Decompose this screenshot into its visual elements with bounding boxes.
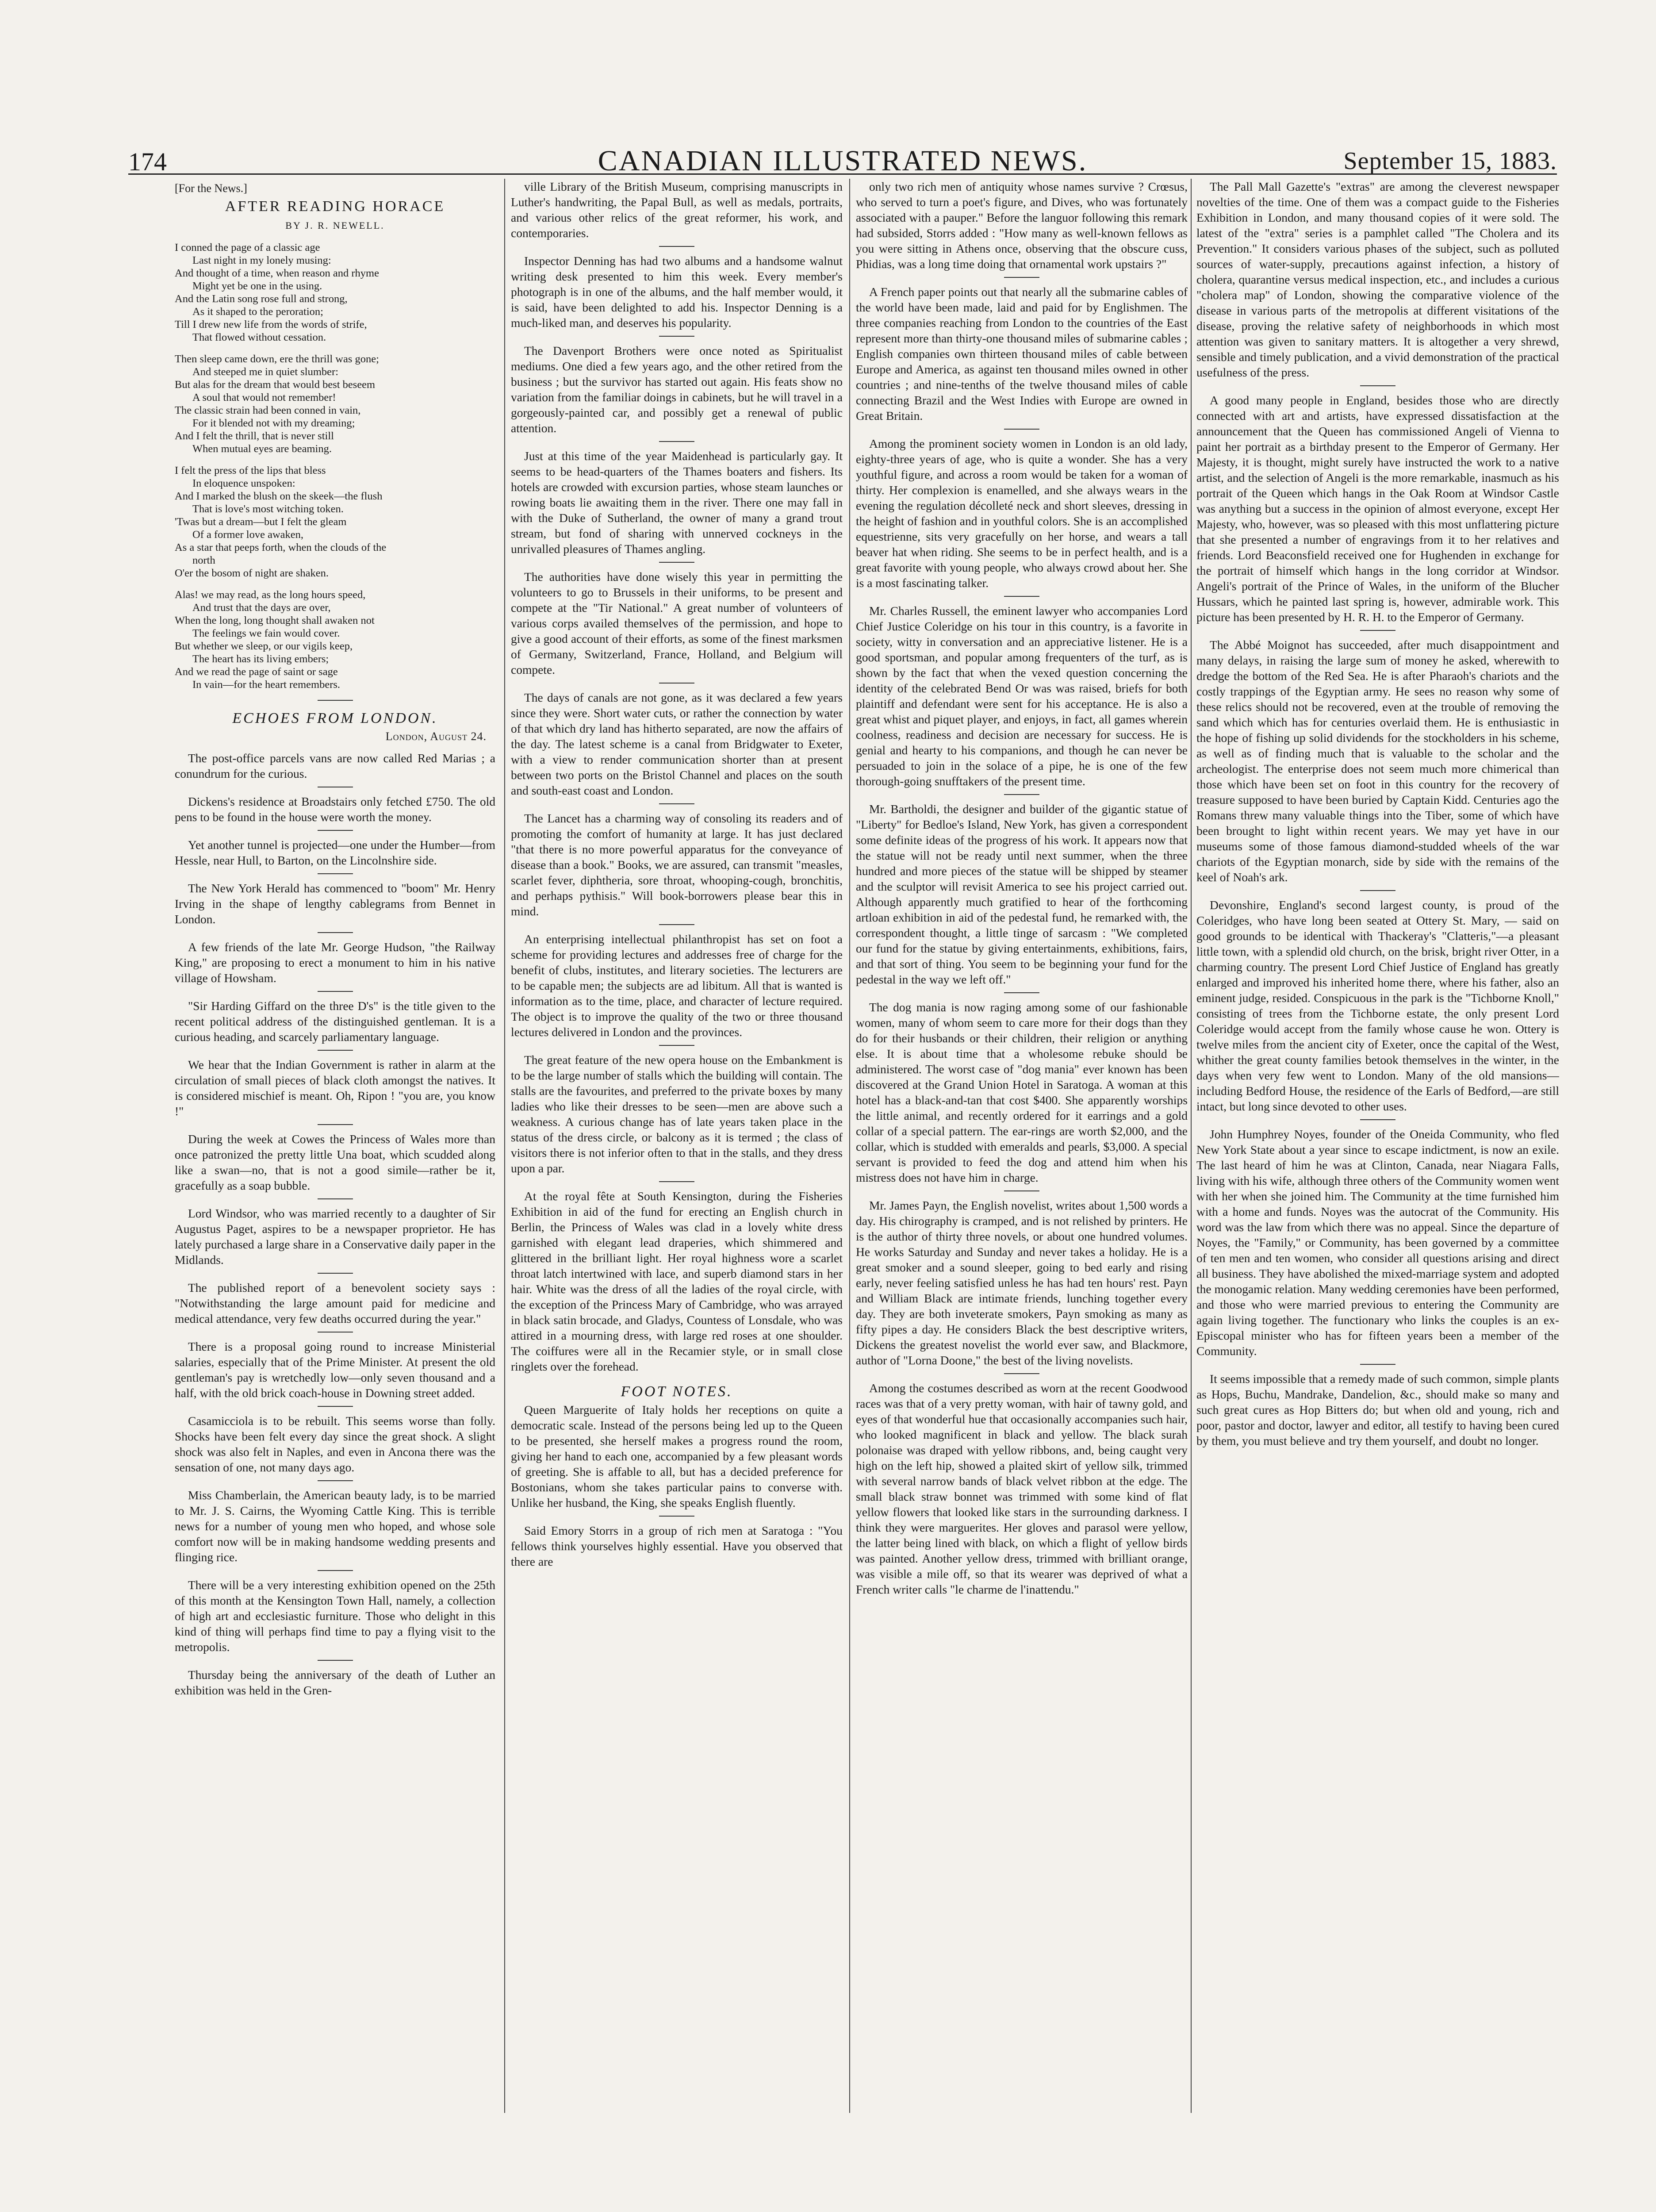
poem-stanza bbox=[175, 353, 495, 455]
paragraph-rule bbox=[318, 1050, 353, 1051]
article-paragraph: only two rich men of antiquity whose names survive ? Crœsus, who served to turn a poet's figure, and Dives, who was fortunately associated with a pauper." Before the languor following this remark had subsided, Storrs added : "How many as well-known fellows as you were sitting in Athens once, observing that the obscure cuss, Phidias, was a long time doing that ornamental work upstairs ?" bbox=[856, 180, 1188, 271]
article-paragraph: The post-office parcels vans are now called Red Marias ; a conundrum for the curious. bbox=[175, 751, 495, 780]
paragraph-rule bbox=[318, 873, 353, 874]
poem-title: AFTER READING HORACE bbox=[225, 198, 445, 215]
article-paragraph: Mr. Bartholdi, the designer and builder of the gigantic statue of "Liberty" for Bedloe's Island, New York, has given a correspondent some definite ideas of the progress of his work. It appears now that the statue will not be ready until next summer, when the three hundred and more pieces of the statue will be shipped by steamer and the sculptor will revisit America to see his project carried out. Although apparently much gratified to hear of the forthcoming artloan exhibition in aid of the pedestal fund, he remarked with, the correspondent thought, a little tinge of sarcasm : "We completed our fund for the statue by giving entertainments, exhibitions, fairs, and that sort of thing. You seem to be beginning your fund for the pedestal in the way we left off." bbox=[856, 802, 1188, 986]
section-rule bbox=[318, 700, 353, 701]
article-paragraph: During the week at Cowes the Princess of Wales more than once patronized the pretty little Una boat, which scudded along like a swan—no, that is not a good simile—rather be it, gracefully as a soap bubble. bbox=[175, 1132, 495, 1192]
column-2-paragraphs bbox=[511, 179, 843, 1374]
article-paragraph: The New York Herald has commenced to "boom" Mr. Henry Irving in the shape of lengthy cablegrams from Bennet in London. bbox=[175, 881, 495, 926]
paragraph-rule bbox=[1004, 429, 1039, 430]
poem-line: The classic strain had been conned in vain, bbox=[175, 404, 361, 416]
column-divider bbox=[504, 179, 505, 2113]
paragraph-rule bbox=[318, 1570, 353, 1571]
article-paragraph: The great feature of the new opera house on the Embankment is to be the large number of stalls which the building will contain. The stalls are the favourites, and preferred to the private boxes by many ladies who like their dresses to be seen—men are above such a weakness. A curious change has of late years taken place in the status of the dress circle, or balcony as it is termed ; the class of visitors there is not inferior often to that in the stalls, and they dress upon a par. bbox=[511, 1053, 843, 1175]
paragraph-rule bbox=[1360, 1119, 1395, 1120]
article-paragraph: Devonshire, England's second largest county, is proud of the Coleridges, who have long been seated at Ottery St. Mary, — said on good grounds to be identical with Thackeray's "Clatteris,"—a pleasant little town, with a splendid old church, on the brisk, bright river Otter, in a charming country. The present Lord Chief Justice of England has greatly enlarged and improved his inherited home there, where his father, also an eminent judge, resided. Conspicuous in the park is the "Tichborne Knoll," consisting of trees from the Tichborne estate, the only present Lord Coleridge would accept from the family whose cause he won. Ottery is twelve miles from the ancient city of Exeter, once the capital of the West, whither the great county families betook themselves in the winter, in the days when very few went to London. Many of the old mansions—including Bedford House, the residence of the Earls of Bedford,—are still intact, but long since devoted to other uses. bbox=[1196, 898, 1559, 1113]
article-paragraph: Queen Marguerite of Italy holds her receptions on quite a democratic scale. Instead of the persons being led up to the Queen to be presented, she herself makes a progress round the room, giving her hand to each one, accompanied by a few pleasant words of greeting. She is affable to all, but has a decided preference for Bostonians, whom she takes particular pains to converse with. Unlike her husband, the King, she speaks English fluently. bbox=[511, 1403, 843, 1509]
article-paragraph: Mr. James Payn, the English novelist, writes about 1,500 words a day. His chirography is cramped, and is not relished by printers. He is the author of thirty three novels, or about one hundred volumes. He works Saturday and Sunday and never takes a holiday. He is a great smoker and a sound sleeper, going to bed early and rising early, never feeling satisfied unless he has had ten hours' rest. Payn and William Black are intimate friends, lunching together every day. They are both inveterate smokers, Payn smoking as many as fifty pipes a day. He considers Black the best descriptive writers, Dickens the greatest novelist the world ever saw, and Blackmore, author of "Lorna Doone," the best of the living novelists. bbox=[856, 1198, 1188, 1367]
article-paragraph: Lord Windsor, who was married recently to a daughter of Sir Augustus Paget, aspires to be a newspaper proprietor. He has lately purchased a large share in a Conservative daily paper in the Midlands. bbox=[175, 1206, 495, 1267]
column-divider bbox=[849, 179, 850, 2113]
poem-line: I conned the page of a classic age bbox=[175, 242, 320, 253]
poem-stanza bbox=[175, 464, 495, 580]
poem-line: The heart has its living embers; bbox=[192, 653, 329, 665]
paragraph-rule bbox=[1360, 385, 1395, 386]
article-paragraph: Said Emory Storrs in a group of rich men at Saratoga : "You fellows think yourselves highly essential. Have you observed that there are bbox=[511, 1524, 843, 1568]
poem-line: For it blended not with my dreaming; bbox=[192, 417, 355, 429]
echoes-dateline: London, August 24. bbox=[385, 730, 487, 743]
poem-line: And I felt the thrill, that is never still bbox=[175, 430, 334, 442]
article-paragraph: Yet another tunnel is projected—one under the Humber—from Hessle, near Hull, to Barton, on the Lincolnshire side. bbox=[175, 838, 495, 867]
poem-line: In eloquence unspoken: bbox=[192, 477, 295, 489]
article-paragraph: There is a proposal going round to increase Ministerial salaries, especially that of the Prime Minister. At present the old gentleman's pay is wretchedly low—only seven thousand and a half, with the old brick coach-house in Downing street added. bbox=[175, 1340, 495, 1400]
poem-line: That is love's most witching token. bbox=[192, 503, 344, 515]
article-paragraph: A good many people in England, besides those who are directly connected with art and artists, have expressed dissatisfaction at the announcement that the Queen has commissioned Angeli of Vienna to paint her portrait as a birthday present to the Emperor of Germany. Her Majesty, it is thought, might surely have instructed the work to a native artist, and the selection of Angeli is the more remarkable, inasmuch as his portrait of the Queen which hangs in the Oak Room at Windsor Castle was anything but a success in the opinion of almost everyone, except Her Majesty, who, however, was so pleased with this most unflattering picture that she presented a number of engravings from it to her relatives and friends. Lord Beaconsfield received one for Hughenden in exchange for the portrait of himself which hangs in the long corridor at Windsor. Angeli's portrait of the Prince of Wales, in the uniform of the Blucher Hussars, which he painted last spring is, however, admirable work. This picture has been presented by H. R. H. to the Emperor of Germany. bbox=[1196, 393, 1559, 624]
article-paragraph: Miss Chamberlain, the American beauty lady, is to be married to Mr. J. S. Cairns, the Wyoming Cattle King. This is terrible news for a number of young men who hoped, and whose sole comfort now will be in making handsome wedding presents and flinging rice. bbox=[175, 1488, 495, 1564]
paragraph-rule bbox=[318, 1124, 353, 1125]
article-paragraph: The Pall Mall Gazette's "extras" are among the cleverest newspaper novelties of the time. One of them was a compact guide to the Fisheries Exhibition in London, and many thousand copies of it were sold. The latest of the "extra" series is a pamphlet called "The Cholera and its Prevention." It considers various phases of the subject, such as polluted sources of water-supply, precautions against infection, a history of cholera, quarantine versus medical inspection, etc., and includes a curious "cholera map" of London, showing the comparative violence of the disease in various parts of the metropolis at different visitations of the disease, proving the relative safety of neighborhoods in which most attention was given to sanitary matters. It is altogether a very shrewd, sensible and timely publication, and a vivid demonstration of the practical usefulness of the press. bbox=[1196, 180, 1559, 379]
poem-line: But whether we sleep, or our vigils keep, bbox=[175, 640, 353, 652]
poem-line: When the long, long thought shall awaken not bbox=[175, 614, 375, 626]
paragraph-rule bbox=[318, 1660, 353, 1661]
poem-line: That flowed without cessation. bbox=[192, 331, 326, 343]
poem-line: Last night in my lonely musing: bbox=[192, 254, 331, 266]
article-paragraph: There will be a very interesting exhibition opened on the 25th of this month at the Kensington Town Hall, namely, a collection of high art and ecclesiastic furniture. Those who delight in this kind of thing will perhaps find time to pay a flying visit to the metropolis. bbox=[175, 1578, 495, 1654]
article-paragraph: We hear that the Indian Government is rather in alarm at the circulation of small pieces of black cloth amongst the natives. It is considered mischief is meant. Oh, Ripon ! "you are, you know !" bbox=[175, 1058, 495, 1118]
article-paragraph: Among the costumes described as worn at the recent Goodwood races was that of a very pretty woman, with hair of tawny gold, and eyes of that wonderful hue that occasionally accompanies such hair, who looked magnificent in black and yellow. The black surah polonaise was draped with yellow ribbons, and, being caught very high on the left hip, showed a plaited skirt of yellow silk, trimmed with several narrow bands of black velvet ribbon at the edge. The small black straw bonnet was trimmed with some kind of flat yellow flowers that looked like stars in the surrounding darkness. I think they were marguerites. Her gloves and parasol were yellow, the latter being lined with black, on which a flight of yellow birds was painted. Another yellow dress, trimmed with brilliant orange, was visible a mile off, so that its wearer was deprived of what a French writer calls "le charme de l'inattendu." bbox=[856, 1381, 1188, 1596]
paragraph-rule bbox=[1360, 890, 1395, 891]
poem-line: Of a former love awaken, bbox=[192, 529, 304, 541]
poem-line: I felt the press of the lips that bless bbox=[175, 465, 326, 476]
poem-author: BY J. R. NEWELL. bbox=[285, 220, 385, 231]
article-paragraph: Inspector Denning has had two albums and a handsome walnut writing desk presented to him this week. Every member's photograph is in one of the albums, and the half member would, it is said, have been delighted to add his. Inspector Denning is a much-liked man, and deserves his popularity. bbox=[511, 254, 843, 330]
article-paragraph: Thursday being the anniversary of the death of Luther an exhibition was held in the Gren- bbox=[175, 1668, 495, 1697]
paragraph-rule bbox=[1004, 277, 1039, 278]
paragraph-rule bbox=[318, 1198, 353, 1199]
poem-line: Alas! we may read, as the long hours speed, bbox=[175, 589, 366, 601]
article-paragraph: An enterprising intellectual philanthropist has set on foot a scheme for providing lectures and addresses free of charge for the benefit of clubs, institutes, and literary societies. The lecturers are to be capable men; the subjects are ad libitum. All that is wanted is information as to the time, place, and character of lecture required. The object is to improve the quality of the two or three thousand lectures delivered in London and the provinces. bbox=[511, 932, 843, 1039]
column-3 bbox=[856, 179, 1188, 2113]
column-2 bbox=[511, 179, 843, 2113]
poem-line: In vain—for the heart remembers. bbox=[192, 679, 341, 691]
paragraph-rule bbox=[659, 683, 694, 684]
poem-line: The feelings we fain would cover. bbox=[192, 627, 340, 639]
paragraph-rule bbox=[659, 246, 694, 247]
paragraph-rule bbox=[1004, 992, 1039, 993]
paragraph-rule bbox=[659, 1516, 694, 1517]
paragraph-rule bbox=[659, 803, 694, 804]
paragraph-rule bbox=[1004, 1373, 1039, 1374]
poem-line: Till I drew new life from the words of strife, bbox=[175, 319, 367, 330]
echoes-paragraphs bbox=[175, 750, 495, 1698]
article-paragraph: The Lancet has a charming way of consoling its readers and of promoting the comfort of humanity at large. It has just declared "that there is no more powerful apparatus for the conveyance of disease than a book." Books, we are assured, can transmit "measles, scarlet fever, diphtheria, sore throat, whooping-cough, bronchitis, and perhaps pythisis." Will book-borrowers please bear this in mind. bbox=[511, 811, 843, 918]
poem-line: But alas for the dream that would best beseem bbox=[175, 379, 376, 391]
paragraph-rule bbox=[659, 562, 694, 563]
paragraph-rule bbox=[1360, 630, 1395, 631]
poem-source-note: [For the News.] bbox=[175, 182, 247, 195]
paragraph-rule bbox=[318, 830, 353, 831]
poem-line: north bbox=[192, 554, 215, 566]
paragraph-rule bbox=[318, 991, 353, 992]
paragraph-rule bbox=[659, 1045, 694, 1046]
page-number: 174 bbox=[128, 147, 167, 176]
paragraph-rule bbox=[659, 336, 694, 337]
paragraph-rule bbox=[318, 1332, 353, 1333]
article-paragraph: The Abbé Moignot has succeeded, after much disappointment and many delays, in raising the large sum of money he asked, wherewith to dredge the bottom of the Red Sea. He is after Pharaoh's chariots and the costly trappings of the Egyptian army. He sees no reason why some of these relics should not be recovered, even at the trouble of removing the sand which which has for centuries overlaid them. He is enthusiastic in the hope of fishing up solid dividends for the stockholders in his scheme, as well as of finding much that is valuable to the scholar and the archeologist. The enterprise does not seem much more chimerical than those which have been set on foot in this country for the recovery of treasure supposed to have been buried by Captain Kidd. Centuries ago the Romans threw many valuable things into the Tiber, some of which have been brought to light within recent years. We may yet have in our museums some of those famous diamond-studded wheels of the war chariots of the Egyptian monarch, side by side with the remains of the keel of Noah's ark. bbox=[1196, 638, 1559, 884]
poem-line: And we read the page of saint or sage bbox=[175, 666, 338, 678]
poem-line: And the Latin song rose full and strong, bbox=[175, 293, 348, 305]
poem-line: 'Twas but a dream—but I felt the gleam bbox=[175, 516, 347, 528]
article-paragraph: "Sir Harding Giffard on the three D's" is the title given to the recent political address of the distinguished gentleman. It is a curious heading, and scarcely parliamentary language. bbox=[175, 999, 495, 1044]
poem-line: Then sleep came down, ere the thrill was gone; bbox=[175, 353, 379, 365]
article-paragraph: Casamicciola is to be rebuilt. This seems worse than folly. Shocks have been felt every day since the great shock. A slight shock was also felt in Naples, and even in Ancona there was the sensation of one, not many days ago. bbox=[175, 1414, 495, 1474]
header-rule bbox=[128, 173, 1557, 175]
article-paragraph: Mr. Charles Russell, the eminent lawyer who accompanies Lord Chief Justice Coleridge on his tour in this country, is a favorite in society, witty in conversation and an appreciative listener. He is a good sportsman, and popular among frequenters of the turf, as is shown by the fact that when the vexed question concerning the identity of the celebrated Bend Or was was raised, briefs for both plaintiff and defendant were sent for his acceptance. He is also a great whist and piquet player, and enjoys, in fact, all games wherein coolness, readiness and decision are necessary for success. He is genial and hearty to his companions, and though he can never be persuaded to join in the solace of a pipe, he is one of the few thorough-going snufftakers of the present time. bbox=[856, 604, 1188, 788]
section-rule bbox=[1360, 1364, 1395, 1365]
paragraph-rule bbox=[318, 1480, 353, 1481]
article-paragraph: Dickens's residence at Broadstairs only fetched £750. The old pens to be found in the house were worth the money. bbox=[175, 795, 495, 824]
article-paragraph: Among the prominent society women in London is an old lady, eighty-three years of age, who is quite a wonder. She has a very youthful figure, and across a room would be taken for a woman of thirty. Her complexion is enamelled, and she always wears in the evening the regulation décolleté neck and short sleeves, dressing in the height of fashion and in youthful colors. She is an accomplished equestrienne, sits very gracefully on her horse, and wears a tall beaver hat when riding. She seems to be in perfect health, and is a great favorite with young people, who always crowd about her. She is a most fascinating talker. bbox=[856, 437, 1188, 590]
issue-date: September 15, 1883. bbox=[1343, 147, 1557, 175]
poem-line: As a star that peeps forth, when the clouds of the bbox=[175, 541, 387, 553]
poem-line: Might yet be one in the using. bbox=[192, 280, 322, 292]
column-4-paragraphs bbox=[1196, 179, 1559, 1359]
paragraph-rule bbox=[1004, 596, 1039, 597]
article-paragraph: The dog mania is now raging among some of our fashionable women, many of whom seem to care more for their dogs than they do for their husbands or their children, their religion or anything else. It is about time that a wholesome rebuke should be administered. The worst case of "dog mania" ever known has been discovered at the Grand Union Hotel in Saratoga. A woman at this hotel has a black-and-tan that cost $400. She apparently worships the little animal, and recently ordered for it earrings and a gold collar of a special pattern. The ear-rings are worth $2,000, and the collar, which is studded with emeralds and pearls, $3,000. A special servant is provided to feed the dog and attend him when his mistress does not have him in charge. bbox=[856, 1000, 1188, 1184]
poem-line: As it shaped to the peroration; bbox=[192, 306, 323, 318]
paragraph-rule bbox=[1004, 1190, 1039, 1191]
paragraph-rule bbox=[318, 1273, 353, 1274]
poem-line: O'er the bosom of night are shaken. bbox=[175, 567, 329, 579]
poem-line: And I marked the blush on the skeek—the flush bbox=[175, 490, 383, 502]
article-paragraph: The authorities have done wisely this year in permitting the volunteers to go to Brussels in their uniforms, to be present and compete at the "Tir National." A great number of volunteers of various corps availed themselves of the permission, and hope to give a good account of their efforts, as some of the finest marksmen of Germany, Switzerland, France, Holland, and Belgium will compete. bbox=[511, 570, 843, 676]
paragraph-rule bbox=[659, 924, 694, 925]
paragraph-rule bbox=[659, 1181, 694, 1182]
article-paragraph: John Humphrey Noyes, founder of the Oneida Community, who fled New York State about a year since to escape indictment, is now an exile. The last heard of him he was at Clinton, Canada, near Niagara Falls, living with his wife, although three others of the Community women went with her when she joined him. The Community at the time furnished him with a home and funds. Noyes was the autocrat of the Community. His word was the law from which there was no appeal. Since the departure of Noyes, the "Family," or Community, has been governed by a committee of ten men and ten women, who consider all questions arising and direct all business. They have abolished the mixed-marriage system and adopted the monogamic relation. Many wedding ceremonies have been performed, and those who were married previous to entering the Community are again living together. The functionary who links the couples is an ex-Episcopal minister who has for fifteen years been a member of the Community. bbox=[1196, 1127, 1559, 1358]
paragraph-rule bbox=[318, 932, 353, 933]
article-paragraph: The published report of a benevolent society says : "Notwithstanding the large amount paid for medicine and medical attendance, very few deaths occurred during the year." bbox=[175, 1281, 495, 1325]
foot-notes-heading: FOOT NOTES. bbox=[621, 1383, 733, 1400]
poem-body bbox=[175, 241, 495, 691]
poem-stanza bbox=[175, 241, 495, 344]
article-paragraph: The days of canals are not gone, as it was declared a few years since they were. Short water cuts, or rather the connection by water of that which dry land has hitherto separated, are now the affairs of the day. The latest scheme is a canal from Bridgwater to Exeter, with a view to render communication shorter than at present between two ports on the Bristol Channel and places on the south and south-east coast and London. bbox=[511, 691, 843, 797]
poem-line: A soul that would not remember! bbox=[192, 392, 336, 403]
poem-line: And trust that the days are over, bbox=[192, 602, 331, 614]
article-paragraph: A few friends of the late Mr. George Hudson, "the Railway King," are proposing to erect a monument to him in his native village of Howsham. bbox=[175, 940, 495, 985]
column-4 bbox=[1196, 179, 1559, 2113]
article-paragraph: The Davenport Brothers were once noted as Spiritualist mediums. One died a few years ago, and the other retired from the business ; but the survivor has started out again. His feats show no variation from the familiar doings in cabinets, but he will travel in a gorgeously-painted car, and possibly get a renewal of public attention. bbox=[511, 344, 843, 435]
article-paragraph: A French paper points out that nearly all the submarine cables of the world have been made, laid and paid for by Englishmen. The three companies reaching from London to the countries of the East represent more than thirty-one thousand miles of submarine cables ; English companies own thirteen thousand miles of cable between Europe and America, as against ten thousand miles owned in other countries ; and nine-tenths of the twelve thousand miles of cable connecting Brazil and the West Indies with Europe are owned in Great Britain. bbox=[856, 285, 1188, 422]
column-1 bbox=[175, 179, 495, 2113]
paragraph-rule bbox=[659, 441, 694, 442]
article-paragraph: Just at this time of the year Maidenhead is particularly gay. It seems to be head-quarters of the Thames boaters and fishers. Its hotels are crowded with excursion parties, whose steam launches or rowing boats lie awaiting them in the river. There one may fall in with the Duke of Sutherland, the owner of many a grand trout stream, but fond of sharing with unnerved cockneys in the unrivalled pleasures of Thames angling. bbox=[511, 449, 843, 556]
hop-bitters-advert: It seems impossible that a remedy made of such common, simple plants as Hops, Buchu, Mandrake, Dandelion, &c., should make so many and such great cures as Hop Bitters do; but when old and young, rich and poor, pastor and doctor, lawyer and editor, all testify to having been cured by them, you must believe and try them yourself, and doubt no longer. bbox=[1196, 1372, 1559, 1448]
poem-stanza bbox=[175, 588, 495, 691]
foot-notes-paragraphs bbox=[511, 1402, 843, 1569]
echoes-heading: ECHOES FROM LONDON. bbox=[232, 710, 438, 726]
article-paragraph: ville Library of the British Museum, comprising manuscripts in Luther's handwriting, the Papal Bull, as well as medals, portraits, and various other relics of the great reformer, his work, and contemporaries. bbox=[511, 180, 843, 240]
poem-line: When mutual eyes are beaming. bbox=[192, 443, 332, 455]
article-paragraph: At the royal fête at South Kensington, during the Fisheries Exhibition in aid of the fund for erecting an English church in Berlin, the Princess of Wales was clad in a lovely white dress garnished with elegant lead draperies, which shimmered and glittered in the brilliant light. Her royal highness wore a scarlet throat latch intertwined with lace, and superb diamond stars in her hair. White was the dress of all the ladies of the royal circle, with the exception of the Princess Mary of Cambridge, who was arrayed in black satin brocade, and Gladys, Countess of Lonsdale, who was attired in a mourning dress, with large red roses at one shoulder. The coiffures were all in the Recamier style, or in small close ringlets over the forehead. bbox=[511, 1189, 843, 1373]
columns bbox=[175, 179, 1559, 2113]
poem-line: And thought of a time, when reason and rhyme bbox=[175, 267, 379, 279]
poem-line: And steeped me in quiet slumber: bbox=[192, 366, 338, 378]
paragraph-rule bbox=[318, 1406, 353, 1407]
column-divider bbox=[1191, 179, 1192, 2113]
masthead-title: CANADIAN ILLUSTRATED NEWS. bbox=[598, 145, 1088, 177]
paragraph-rule bbox=[1004, 794, 1039, 795]
column-3-paragraphs bbox=[856, 179, 1188, 1597]
